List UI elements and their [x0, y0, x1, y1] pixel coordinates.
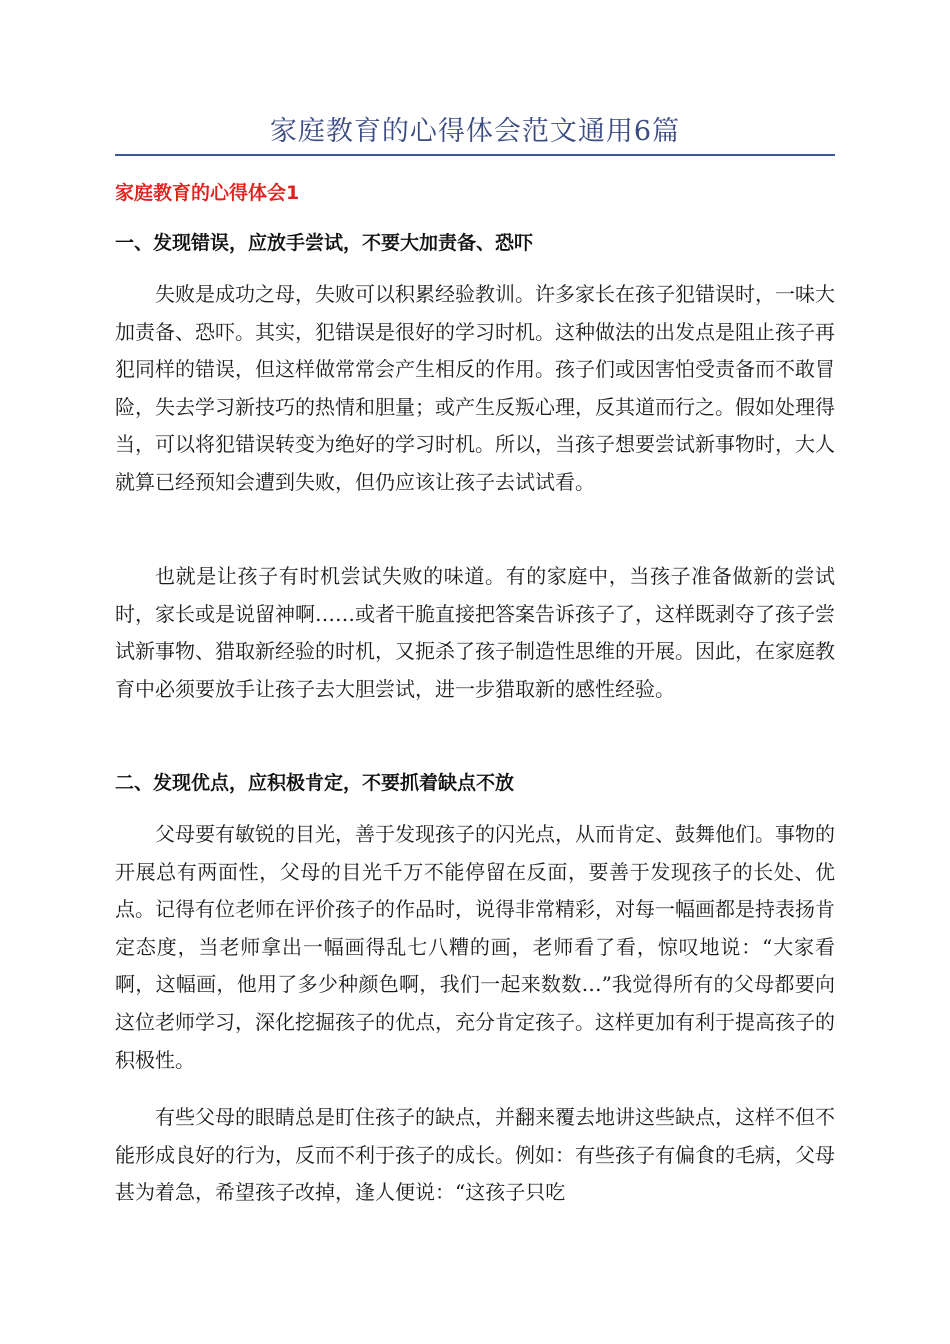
title-divider: [115, 154, 835, 156]
document-title: 家庭教育的心得体会范文通用6篇: [269, 116, 681, 147]
paragraph-2: 也就是让孩子有时机尝试失败的味道。有的家庭中，当孩子准备做新的尝试时，家长或是说留神啊……或者干脆直接把答案告诉孩子了，这样既剥夺了孩子尝试新事物、猎取新经验的时机，又扼杀了孩子制造性思维的开展。因此，在家庭教育中必须要放手让孩子去大胆尝试，进一步猎取新的感性经验。: [115, 564, 835, 701]
paragraph-3: 父母要有敏锐的目光，善于发现孩子的闪光点，从而肯定、鼓舞他们。事物的开展总有两面性，父母的目光千万不能停留在反面，要善于发现孩子的长处、优点。记得有位老师在评价孩子的作品时，说得非常精彩，对每一幅画都是持表扬肯定态度，当老师拿出一幅画得乱七八糟的画，老师看了看，惊叹地说：“大家看啊，这幅画，他用了多少种颜色啊，我们一起来数数…”我觉得所有的父母都要向这位老师学习，深化挖掘孩子的优点，充分肯定孩子。这样更加有利于提高孩子的积极性。: [115, 822, 835, 1072]
subsection-heading-1: 一、发现错误，应放手尝试，不要大加责备、恐吓: [115, 232, 534, 254]
paragraph-4: 有些父母的眼睛总是盯住孩子的缺点，并翻来覆去地讲这些缺点，这样不但不能形成良好的行为，反而不利于孩子的成长。例如：有些孩子有偏食的毛病，父母甚为着急，希望孩子改掉，逢人便说：“这孩子只吃: [115, 1105, 835, 1205]
subsection-heading-2: 二、发现优点，应积极肯定，不要抓着缺点不放: [115, 772, 515, 794]
paragraph-1: 失败是成功之母，失败可以积累经验教训。许多家长在孩子犯错误时，一味大加责备、恐吓。其实，犯错误是很好的学习时机。这种做法的出发点是阻止孩子再犯同样的错误，但这样做常常会产生相反的作用。孩子们或因害怕受责备而不敢冒险，失去学习新技巧的热情和胆量；或产生反叛心理，反其道而行之。假如处理得当，可以将犯错误转变为绝好的学习时机。所以，当孩子想要尝试新事物时，大人就算已经预知会遭到失败，但仍应该让孩子去试试看。: [115, 282, 835, 494]
section-heading: 家庭教育的心得体会1: [115, 182, 300, 204]
